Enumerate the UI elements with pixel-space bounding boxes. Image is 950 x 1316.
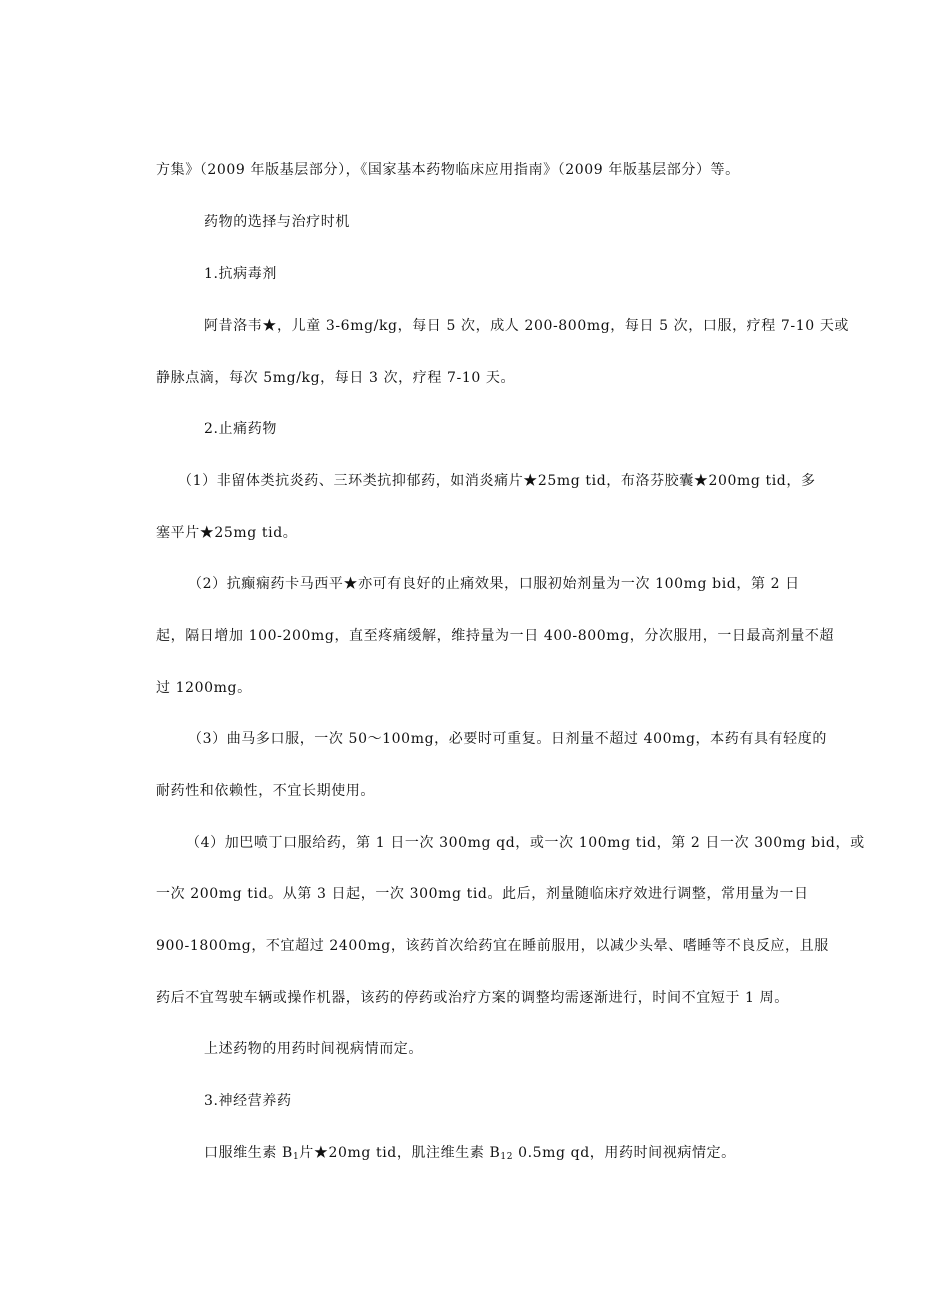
text-line: （2）抗癫痫药卡马西平★亦可有良好的止痛效果，口服初始剂量为一次 100mg bid，第 2 日	[188, 576, 800, 592]
subsection-heading: 3.神经营养药	[204, 1093, 292, 1109]
text-line: 方集》（2009 年版基层部分），《国家基本药物临床应用指南》（2009 年版基层部分）等。	[156, 162, 740, 178]
text-line: （3）曲马多口服，一次 50～100mg，必要时可重复。日剂量不超过 400mg，本药有具有轻度的	[188, 731, 827, 747]
text-fragment: 口服维生素 B	[204, 1145, 293, 1161]
text-line: 耐药性和依赖性，不宜长期使用。	[156, 783, 375, 799]
vitamin-text-line	[204, 1143, 804, 1163]
subscript: 12	[500, 1152, 514, 1162]
text-line: 上述药物的用药时间视病情而定。	[204, 1041, 423, 1057]
text-line: 一次 200mg tid。从第 3 日起，一次 300mg tid。此后，剂量随临床疗效进行调整，常用量为一日	[156, 886, 809, 902]
text-line: 静脉点滴，每次 5mg/kg，每日 3 次，疗程 7-10 天。	[156, 370, 516, 386]
text-line: 阿昔洛韦★，儿童 3-6mg/kg，每日 5 次，成人 200-800mg，每日 5 次，口服，疗程 7-10 天或	[204, 318, 850, 334]
subsection-heading: 2.止痛药物	[204, 421, 277, 437]
text-line: 起，隔日增加 100-200mg，直至疼痛缓解，维持量为一日 400-800mg，分次服用，一日最高剂量不超	[156, 628, 835, 644]
text-line: （4）加巴喷丁口服给药，第 1 日一次 300mg qd，或一次 100mg tid，第 2 日一次 300mg bid，或	[186, 835, 865, 851]
text-line: 塞平片★25mg tid。	[156, 525, 298, 541]
section-heading: 药物的选择与治疗时机	[204, 214, 350, 230]
text-line: 900-1800mg，不宜超过 2400mg，该药首次给药宜在睡前服用，以减少头晕、嗜睡等不良反应，且服	[156, 938, 829, 954]
text-line: 过 1200mg。	[156, 680, 252, 696]
text-fragment: 片★20mg tid，肌注维生素 B	[299, 1145, 501, 1161]
text-line: （1）非留体类抗炎药、三环类抗抑郁药，如消炎痛片★25mg tid，布洛芬胶囊★200mg tid，多	[178, 473, 816, 489]
subsection-heading: 1.抗病毒剂	[204, 266, 277, 282]
subscript: 1	[292, 1152, 300, 1162]
text-fragment: 0.5mg qd，用药时间视病情定。	[513, 1145, 736, 1161]
text-line: 药后不宜驾驶车辆或操作机器，该药的停药或治疗方案的调整均需逐渐进行，时间不宜短于 1 周。	[156, 990, 789, 1006]
